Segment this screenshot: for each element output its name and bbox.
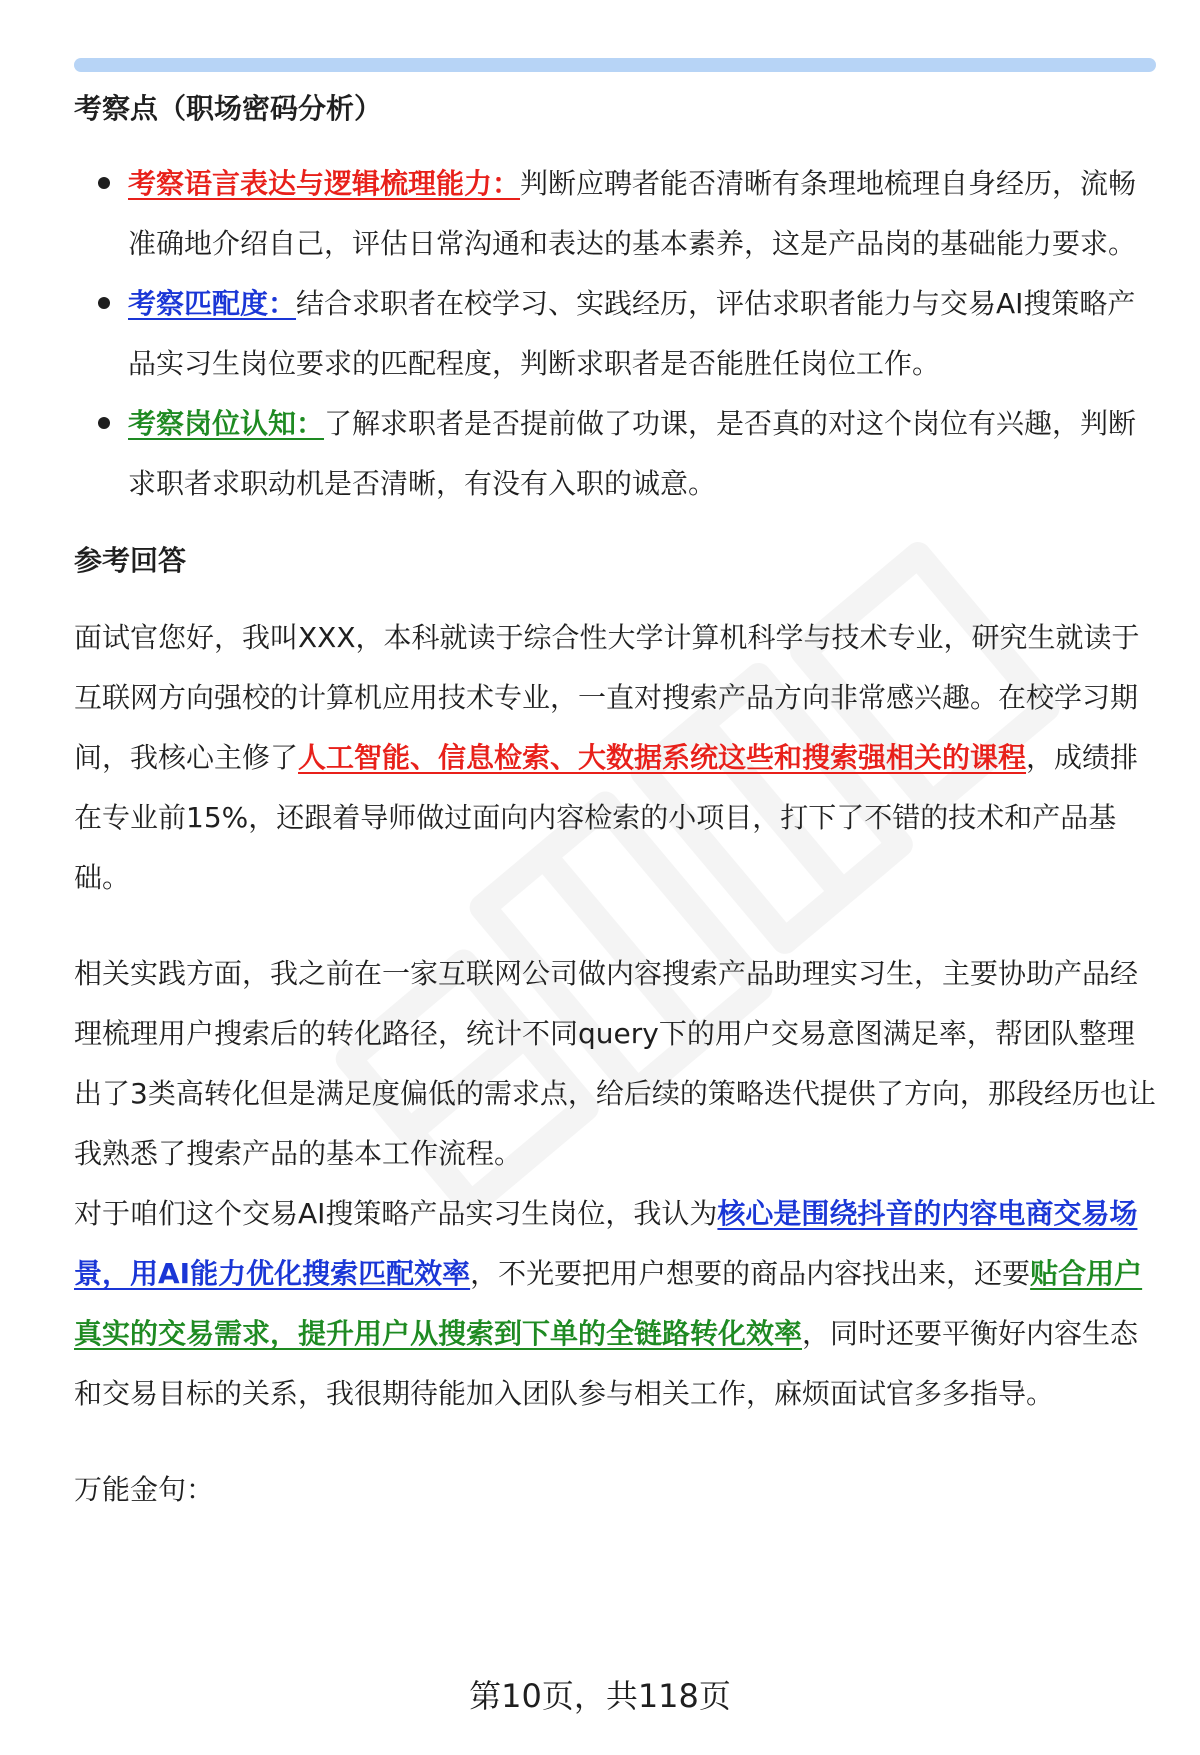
assessment-list: [74, 154, 1156, 514]
bullet-label-match: 考察匹配度：: [128, 287, 297, 320]
header-bar: [74, 58, 1156, 72]
list-item: [74, 274, 1156, 394]
paragraph-text: ，成绩排在专业前15%，还跟着导师做过面向内容检索的小项目，打下了不错的技术和产品基础。: [74, 741, 1139, 894]
document-body: [74, 84, 1156, 1520]
paragraph-text: 对于咱们这个交易AI搜策略产品实习生岗位，我认为: [74, 1197, 718, 1230]
bullet-text: 判断应聘者能否清晰有条理地梳理自身经历，流畅准确地介绍自己，评估日常沟通和表达的基本素养，这是产品岗的基础能力要求。: [128, 167, 1137, 260]
list-item: [74, 394, 1156, 514]
section-heading-reference-answer: 参考回答: [74, 544, 187, 577]
bullet-text: 结合求职者在校学习、实践经历，评估求职者能力与交易AI搜策略产品实习生岗位要求的匹配程度，判断求职者是否能胜任岗位工作。: [128, 287, 1136, 380]
highlight-core-view: 核心是围绕抖音的内容电商交易场景，用AI能力优化搜索匹配效率: [74, 1197, 1138, 1290]
highlight-courses: 人工智能、信息检索、大数据系统这些和搜索强相关的课程: [298, 741, 1027, 774]
page-number: 第10页，共118页: [469, 1677, 731, 1715]
paragraph-text: 面试官您好，我叫XXX，本科就读于综合性大学计算机科学与技术专业，研究生就读于互联网方向强校的计算机应用技术专业，一直对搜索产品方向非常感兴趣。在校学习期间，我核心主修了: [74, 621, 1140, 774]
paragraph-text: ，同时还要平衡好内容生态和交易目标的关系，我很期待能加入团队参与相关工作，麻烦面试官多多指导。: [74, 1317, 1139, 1410]
answer-paragraph-practice: 相关实践方面，我之前在一家互联网公司做内容搜索产品助理实习生，主要协助产品经理梳理用户搜索后的转化路径，统计不同query下的用户交易意图满足率，帮团队整理出了3类高转化但是满足度偏低的需求点，给后续的策略迭代提供了方向，那段经历也让我熟悉了搜索产品的基本工作流程。: [74, 957, 1156, 1170]
paragraph-text: ，不光要把用户想要的商品内容找出来，还要: [470, 1257, 1031, 1290]
bullet-text: 了解求职者是否提前做了功课，是否真的对这个岗位有兴趣，判断求职者求职动机是否清晰，有没有入职的诚意。: [128, 407, 1137, 500]
bullet-label-role-cognition: 考察岗位认知：: [128, 407, 325, 440]
closing-line: 万能金句：: [74, 1473, 215, 1506]
section-heading-assessment: 考察点（职场密码分析）: [74, 92, 383, 125]
bullet-label-expression: 考察语言表达与逻辑梳理能力：: [128, 167, 521, 200]
list-item: [74, 154, 1156, 274]
answer-paragraph-intro: [74, 608, 1156, 908]
answer-paragraph-role: [74, 1184, 1156, 1424]
highlight-conversion: 贴合用户真实的交易需求，提升用户从搜索到下单的全链路转化效率: [74, 1257, 1143, 1350]
